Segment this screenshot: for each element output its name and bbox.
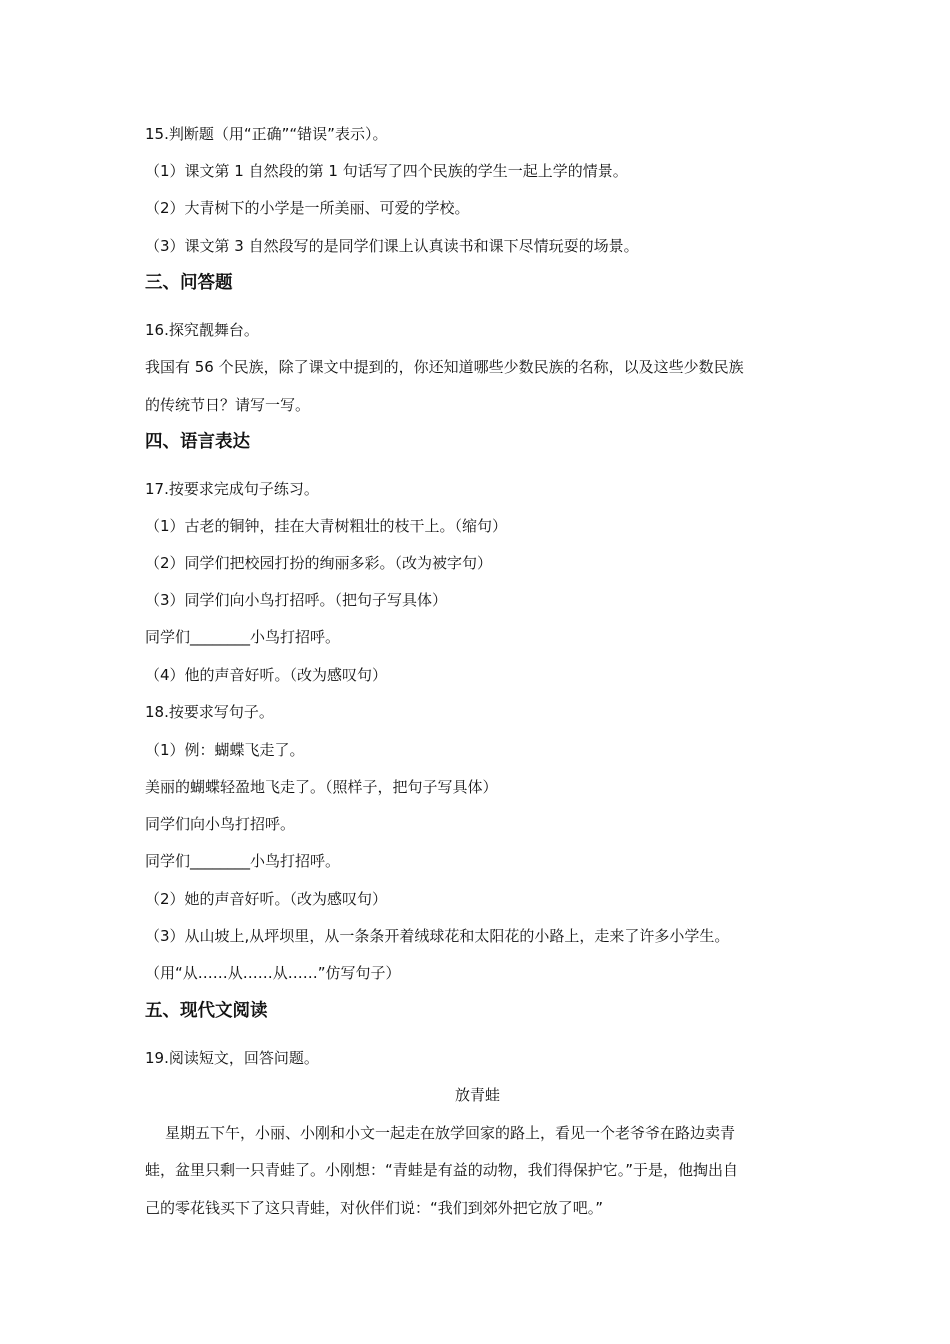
question-17-fill-blank: 同学们________小鸟打招呼。 <box>145 628 341 646</box>
section-5-heading: 五、现代文阅读 <box>145 1001 268 1021</box>
section-4-heading: 四、语言表达 <box>145 432 250 452</box>
question-15-title: 15.判断题（用“正确”“错误”表示）。 <box>145 125 388 143</box>
question-17-title: 17.按要求完成句子练习。 <box>145 480 319 498</box>
question-16-title: 16.探究靓舞台。 <box>145 321 259 339</box>
question-18-line-6: （3）从山坡上,从坪坝里，从一条条开着绒球花和太阳花的小路上，走来了许多小学生。 <box>145 927 730 945</box>
question-17-line-1: （1）古老的铜钟，挂在大青树粗壮的枝干上。（缩句） <box>145 517 508 535</box>
question-18-line-1: （1）例：蝴蝶飞走了。 <box>145 741 305 759</box>
passage-line-1: 星期五下午，小丽、小刚和小文一起走在放学回家的路上，看见一个老爷爷在路边卖青 <box>165 1124 736 1142</box>
question-17-line-3: （3）同学们向小鸟打招呼。（把句子写具体） <box>145 591 448 609</box>
passage-title: 放青蛙 <box>454 1086 500 1104</box>
question-18-line-2: 美丽的蝴蝶轻盈地飞走了。（照样子，把句子写具体） <box>145 778 498 796</box>
question-17-line-2: （2）同学们把校园打扮的绚丽多彩。（改为被字句） <box>145 554 493 572</box>
question-18-title: 18.按要求写句子。 <box>145 703 274 721</box>
passage-line-2: 蛙，盆里只剩一只青蛙了。小刚想：“青蛙是有益的动物，我们得保护它。”于是，他掏出自 <box>145 1161 739 1179</box>
question-18-fill-blank: 同学们________小鸟打招呼。 <box>145 852 341 870</box>
section-3-heading: 三、问答题 <box>145 273 233 293</box>
question-16-line-1: 我国有 56 个民族，除了课文中提到的，你还知道哪些少数民族的名称，以及这些少数民族 <box>145 358 744 376</box>
question-18-line-3: 同学们向小鸟打招呼。 <box>145 815 296 833</box>
question-15-item-3: （3）课文第 3 自然段写的是同学们课上认真读书和课下尽情玩耍的场景。 <box>145 237 639 255</box>
passage-line-3: 己的零花钱买下了这只青蛙，对伙伴们说：“我们到郊外把它放了吧。” <box>145 1199 604 1217</box>
question-17-line-4: （4）他的声音好听。（改为感叹句） <box>145 666 388 684</box>
question-19-title: 19.阅读短文，回答问题。 <box>145 1049 319 1067</box>
question-15-item-2: （2）大青树下的小学是一所美丽、可爱的学校。 <box>145 199 470 217</box>
question-18-line-5: （2）她的声音好听。（改为感叹句） <box>145 890 388 908</box>
question-18-line-7: （用“从……从……从……”仿写句子） <box>145 964 401 982</box>
question-15-item-1: （1）课文第 1 自然段的第 1 句话写了四个民族的学生一起上学的情景。 <box>145 162 628 180</box>
question-16-line-2: 的传统节日？请写一写。 <box>145 396 311 414</box>
